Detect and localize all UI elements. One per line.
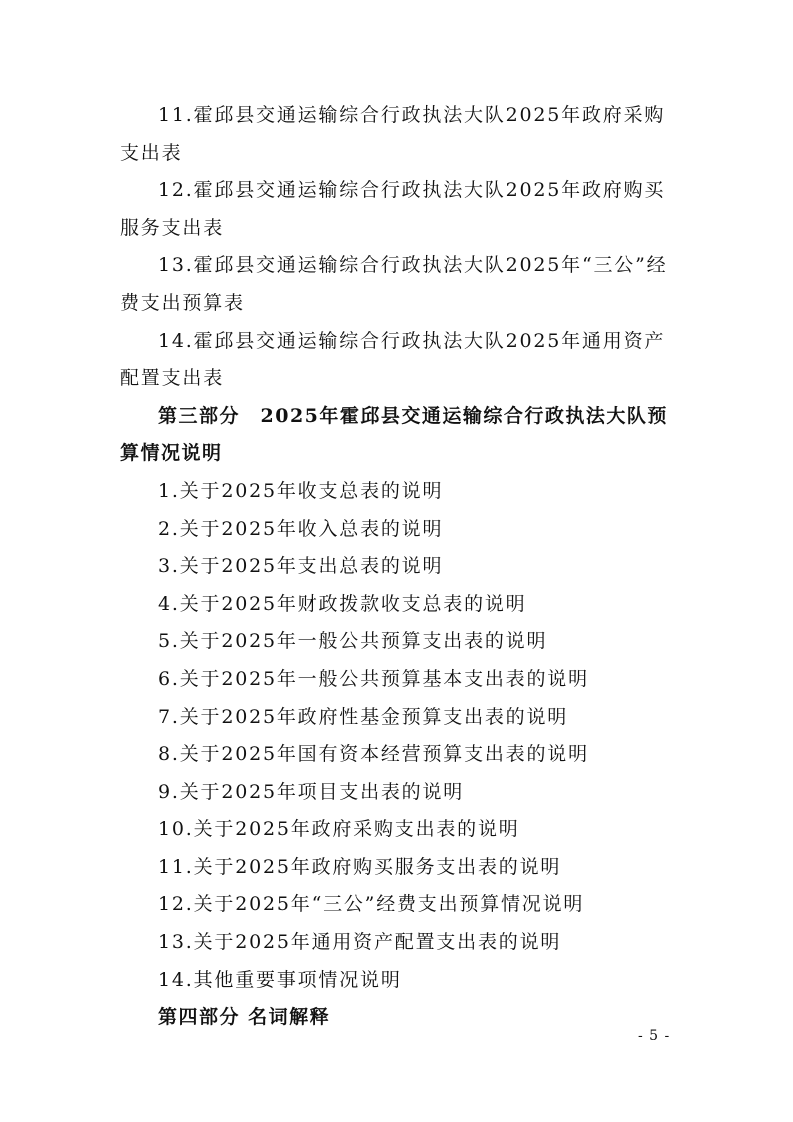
toc-item: 4.关于2025年财政拨款收支总表的说明 (158, 592, 527, 615)
toc-item-continuation: 支出表 (120, 141, 183, 164)
toc-item: 5.关于2025年一般公共预算支出表的说明 (158, 630, 548, 653)
toc-item: 13.霍邱县交通运输综合行政执法大队2025年“三公”经 (158, 254, 668, 277)
part3-heading: 第三部分 2025年霍邱县交通运输综合行政执法大队预 (158, 404, 668, 427)
toc-item-continuation: 配置支出表 (120, 367, 225, 390)
toc-item: 10.关于2025年政府采购支出表的说明 (158, 818, 520, 841)
toc-item: 8.关于2025年国有资本经营预算支出表的说明 (158, 743, 589, 766)
toc-content (120, 97, 680, 1037)
toc-item: 12.关于2025年“三公”经费支出预算情况说明 (158, 893, 585, 916)
toc-item: 7.关于2025年政府性基金预算支出表的说明 (158, 705, 569, 728)
part3-heading-continuation: 算情况说明 (120, 442, 223, 465)
toc-item: 1.关于2025年收支总表的说明 (158, 479, 444, 502)
toc-item: 12.霍邱县交通运输综合行政执法大队2025年政府购买 (158, 179, 666, 202)
toc-item: 11.关于2025年政府购买服务支出表的说明 (158, 855, 562, 878)
toc-item-continuation: 服务支出表 (120, 216, 225, 239)
toc-item-continuation: 费支出预算表 (120, 291, 245, 314)
toc-item: 6.关于2025年一般公共预算基本支出表的说明 (158, 667, 589, 690)
toc-item: 2.关于2025年收入总表的说明 (158, 517, 444, 540)
toc-item: 11.霍邱县交通运输综合行政执法大队2025年政府采购 (158, 104, 666, 126)
toc-item: 9.关于2025年项目支出表的说明 (158, 780, 465, 803)
toc-item: 14.霍邱县交通运输综合行政执法大队2025年通用资产 (158, 329, 666, 352)
toc-item: 3.关于2025年支出总表的说明 (158, 555, 444, 578)
toc-item: 13.关于2025年通用资产配置支出表的说明 (158, 931, 562, 954)
page-number: - 5 - (638, 1028, 671, 1044)
toc-item: 14.其他重要事项情况说明 (158, 968, 402, 991)
part4-heading: 第四部分 名词解释 (158, 1006, 331, 1029)
